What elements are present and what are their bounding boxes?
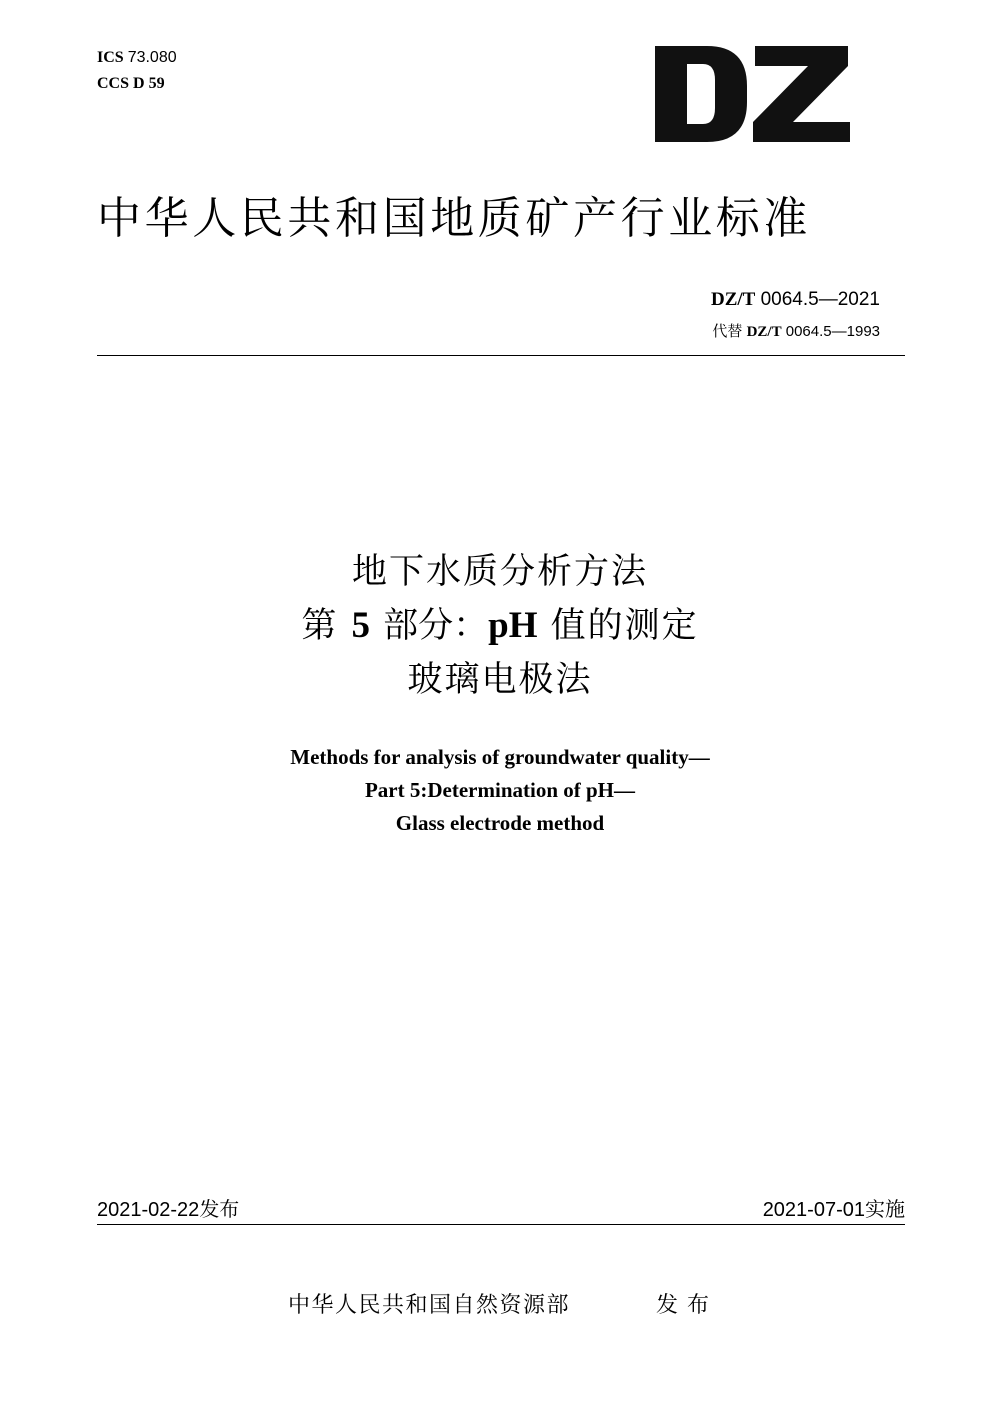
standard-number-value: 0064.5—2021 [760, 289, 880, 310]
replaces-label: 代替 [712, 322, 743, 340]
chinese-title-line-3: 玻璃电极法 [407, 660, 593, 700]
standard-category-title: 中华人民共和国地质矿产行业标准 [97, 193, 811, 244]
chinese-title-ph: pH [488, 605, 538, 646]
issuer-action: 发布 [656, 1293, 719, 1318]
ccs-value: D 59 [133, 75, 165, 92]
chinese-title-line-2 [0, 604, 1000, 648]
standard-number [711, 288, 880, 312]
ccs-code [97, 74, 165, 94]
ics-value: 73.080 [127, 49, 177, 66]
ccs-label: CCS [97, 75, 130, 92]
ics-code [97, 48, 177, 68]
replaces-prefix: DZ/T [746, 324, 782, 340]
footer-divider [97, 1224, 905, 1225]
chinese-title-rest: 值的测定 [550, 606, 699, 646]
standard-number-prefix: DZ/T [710, 289, 756, 310]
issue-date-label: 发布 [199, 1197, 240, 1221]
ics-label: ICS [97, 49, 124, 66]
english-title-line-1: Methods for analysis of groundwater quality— [290, 745, 710, 769]
header-divider [97, 355, 905, 356]
replaces-standard [712, 321, 880, 342]
replaces-number: 0064.5—1993 [785, 323, 880, 340]
chinese-title-part-number: 5 [351, 605, 370, 646]
implement-date-value: 2021-07-01 [762, 1199, 865, 1221]
issue-date [97, 1196, 239, 1223]
implement-date [763, 1196, 905, 1223]
chinese-title-part-suffix: 部分： [383, 606, 489, 646]
implement-date-label: 实施 [865, 1197, 905, 1221]
issue-date-value: 2021-02-22 [97, 1199, 200, 1221]
issuer-name: 中华人民共和国自然资源部 [288, 1293, 571, 1318]
english-title-line-3: Glass electrode method [395, 811, 605, 835]
english-title-line-2: Part 5:Determination of pH— [364, 778, 636, 802]
dz-logo [655, 46, 850, 142]
chinese-title-part-prefix: 第 [301, 606, 339, 646]
chinese-title-line-1: 地下水质分析方法 [351, 552, 648, 592]
